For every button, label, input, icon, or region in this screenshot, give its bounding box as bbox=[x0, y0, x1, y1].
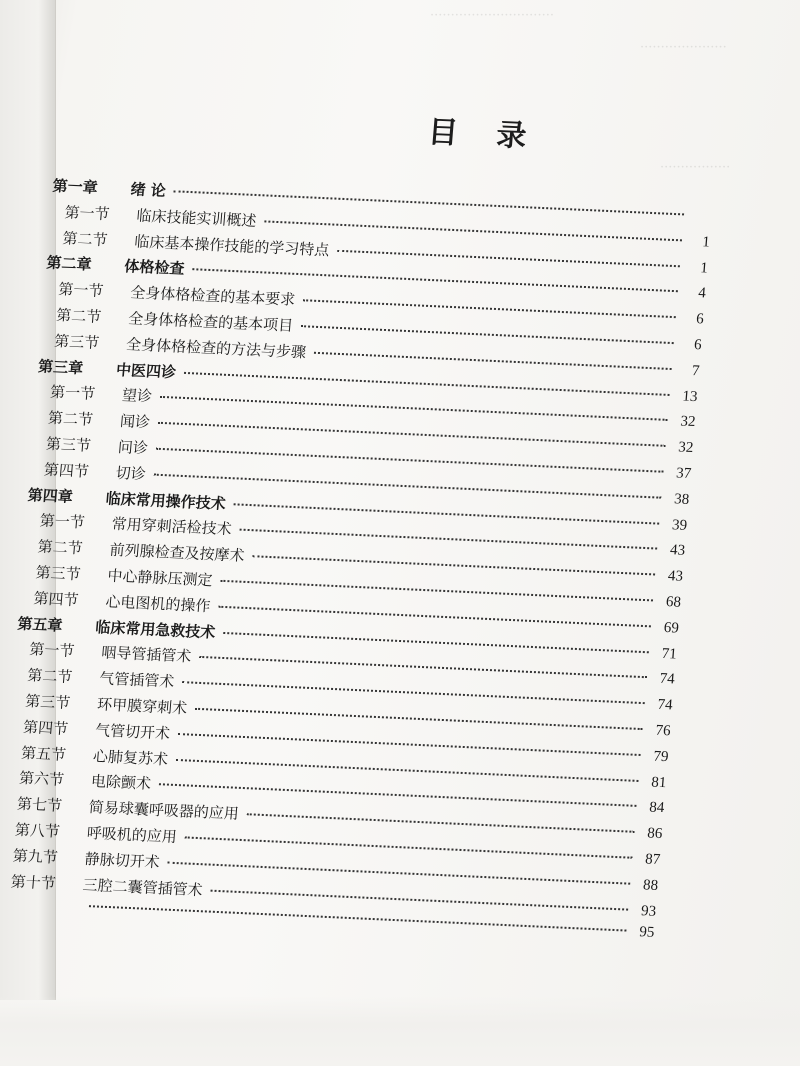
toc-entry-title: 静脉切开术 bbox=[84, 849, 161, 872]
toc-entry-number: 第七节 bbox=[16, 794, 63, 815]
toc-page-number: 1 bbox=[699, 259, 709, 277]
toc-entry-title: 全身体格检查的方法与步骤 bbox=[125, 335, 307, 362]
toc-entry-number: 第四章 bbox=[27, 485, 74, 506]
toc-page-number: 37 bbox=[675, 465, 692, 483]
toc-page-number: 86 bbox=[646, 825, 663, 843]
toc-entry-title: 环甲膜穿刺术 bbox=[96, 695, 188, 718]
toc-page-number: 39 bbox=[671, 516, 688, 534]
toc-page-number: 32 bbox=[679, 413, 697, 431]
toc-leader-dots bbox=[301, 325, 674, 344]
toc-entry-number: 第一节 bbox=[28, 640, 76, 661]
toc-page-number: 68 bbox=[665, 594, 682, 611]
toc-entry-number: 第四节 bbox=[22, 717, 69, 738]
toc-page-number: 74 bbox=[656, 696, 674, 714]
toc-entry-number bbox=[9, 908, 81, 911]
toc-entry-number: 第六节 bbox=[18, 769, 65, 790]
toc-entry-number: 第一章 bbox=[51, 176, 99, 197]
toc-entry-title: 全身体格检查的基本项目 bbox=[127, 309, 294, 335]
toc-entry-title: 气管插管术 bbox=[98, 669, 175, 691]
toc-entry-number: 第四节 bbox=[32, 589, 80, 610]
toc-page-number: 76 bbox=[654, 722, 672, 740]
toc-entry-title: 全身体格检查的基本要求 bbox=[129, 283, 296, 310]
toc-page-number: 84 bbox=[648, 799, 665, 817]
toc-page-number: 74 bbox=[659, 671, 676, 688]
toc-entry-title: 心肺复苏术 bbox=[92, 746, 169, 769]
toc-page-number: 95 bbox=[638, 924, 655, 942]
toc-entry-number: 第三节 bbox=[45, 434, 92, 455]
toc-page-number: 71 bbox=[661, 645, 678, 663]
toc-entry-title: 三腔二囊管插管术 bbox=[81, 875, 204, 899]
toc-entry-title: 呼吸机的应用 bbox=[86, 824, 178, 847]
toc-entry-number: 第二节 bbox=[36, 537, 84, 558]
toc-page-number: 32 bbox=[677, 439, 694, 457]
toc-entry-number: 第五章 bbox=[16, 614, 64, 635]
toc-page-number: 4 bbox=[697, 285, 707, 302]
toc-page-number: 6 bbox=[693, 337, 703, 354]
toc-page-number: 43 bbox=[667, 568, 684, 585]
toc-entry-number: 第二节 bbox=[47, 409, 94, 429]
bleed-through-text: ······························ bbox=[430, 8, 554, 23]
bleed-through-text: ····················· bbox=[640, 40, 727, 55]
toc-entry-number: 第三节 bbox=[34, 563, 82, 584]
toc-entry-title: 闻诊 bbox=[119, 412, 151, 432]
toc-entry-title: 中医四诊 bbox=[115, 360, 177, 382]
toc-entry-number: 第三节 bbox=[53, 331, 100, 352]
toc-page-number: 38 bbox=[673, 491, 690, 508]
toc-entry-title: 电除颤术 bbox=[90, 772, 152, 794]
toc-page-number: 13 bbox=[681, 388, 699, 405]
toc-leader-dots bbox=[247, 813, 635, 833]
table-of-contents bbox=[0, 95, 800, 1027]
toc-entry-title: 临床常用急救技术 bbox=[94, 617, 217, 642]
toc-entry-number: 第五节 bbox=[20, 743, 67, 764]
toc-entry-title: 临床常用操作技术 bbox=[105, 489, 227, 513]
toc-entry-number: 第四节 bbox=[43, 460, 90, 481]
toc-entry-title: 问诊 bbox=[117, 438, 149, 458]
toc-entry-number: 第三节 bbox=[24, 692, 71, 713]
toc-page-number: 93 bbox=[640, 902, 657, 920]
toc-page-number: 87 bbox=[644, 851, 661, 868]
toc-page-number: 88 bbox=[642, 877, 659, 894]
toc-page-number: 1 bbox=[701, 234, 711, 251]
toc-entry-title: 切诊 bbox=[115, 463, 147, 484]
bleed-through-text: ················· bbox=[660, 160, 731, 175]
toc-leader-dots bbox=[337, 249, 680, 267]
toc-entry-number: 第二节 bbox=[55, 306, 103, 327]
toc-page-number: 81 bbox=[650, 774, 668, 791]
toc-entry-number: 第二节 bbox=[26, 666, 74, 687]
toc-page-number: 43 bbox=[669, 542, 686, 560]
toc-page-number: 79 bbox=[652, 748, 670, 766]
toc-page-number: 7 bbox=[691, 362, 701, 380]
toc-entry-title: 咽导管插管术 bbox=[100, 643, 192, 666]
toc-entry-title: 前列腺检查及按摩术 bbox=[108, 540, 246, 566]
toc-entry-title: 气管切开术 bbox=[94, 721, 171, 743]
toc-leader-dots bbox=[303, 299, 676, 318]
toc-entry-title: 绪 论 bbox=[129, 180, 167, 200]
toc-page-number: 69 bbox=[663, 619, 680, 637]
toc-entry-number: 第二章 bbox=[45, 253, 93, 274]
toc-leader-dots bbox=[252, 555, 655, 575]
toc-entry-number: 第三章 bbox=[37, 356, 84, 377]
toc-entry-number: 第二节 bbox=[61, 228, 109, 249]
toc-entry-number: 第十节 bbox=[10, 872, 57, 893]
toc-entry-number: 第一节 bbox=[63, 203, 111, 224]
toc-entry-number: 第一节 bbox=[39, 511, 86, 532]
toc-entry-title: 简易球囊呼吸器的应用 bbox=[88, 798, 240, 824]
toc-leader-dots bbox=[314, 352, 672, 370]
toc-entry-number: 第九节 bbox=[12, 846, 59, 867]
toc-entry-number: 第八节 bbox=[14, 820, 61, 841]
toc-entry-title: 中心静脉压测定 bbox=[106, 566, 214, 590]
page-title: 目 录 bbox=[426, 114, 542, 155]
toc-entry-number: 第一节 bbox=[57, 280, 105, 301]
toc-entry-title: 体格检查 bbox=[123, 257, 186, 279]
toc-entry-title: 临床基本操作技能的学习特点 bbox=[133, 232, 331, 259]
toc-entry-title: 心电图机的操作 bbox=[104, 592, 212, 616]
page-bottom-fade bbox=[0, 996, 800, 1066]
toc-entry-title: 望诊 bbox=[121, 386, 153, 406]
toc-entry-number: 第一节 bbox=[49, 383, 96, 404]
toc-page-number: 6 bbox=[695, 311, 705, 328]
toc-page-number bbox=[692, 220, 712, 221]
toc-entry-title: 常用穿刺活检技术 bbox=[110, 515, 233, 539]
toc-entry-title: 临床技能实训概述 bbox=[135, 206, 258, 230]
